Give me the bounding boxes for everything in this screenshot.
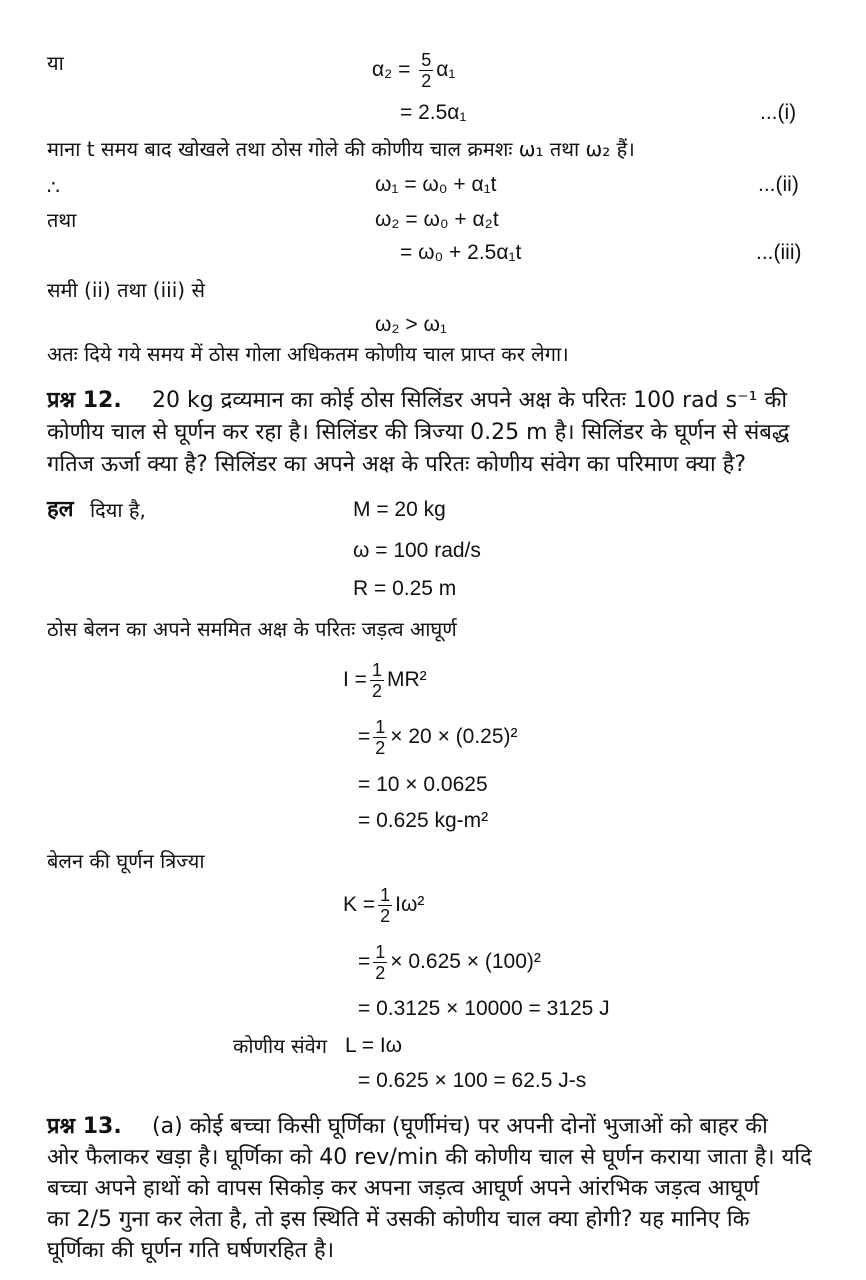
equation-comparison: ω₂ > ω₁ (375, 313, 447, 336)
equation-tag-ii: ...(ii) (758, 173, 799, 196)
equation-alpha2 (372, 50, 455, 91)
equation-tag-iii: ...(iii) (756, 241, 802, 264)
equation-rhs: × 0.625 × (100)² (390, 950, 541, 974)
fraction-denominator: 2 (421, 71, 432, 91)
fraction-numerator: 1 (375, 942, 386, 962)
equals-sign: = (358, 950, 371, 974)
fraction-numerator: 1 (371, 660, 382, 680)
fraction (373, 717, 387, 758)
text-moment-of-inertia: ठोस बेलन का अपने सममित अक्ष के परितः जड़त्व आघूर्ण (47, 617, 457, 641)
equation-alpha2-value: = 2.5α₁ (400, 101, 467, 124)
equation-inertia-step: = 10 × 0.0625 (358, 773, 488, 796)
question-12-line-2: कोणीय चाल से घूर्णन कर रहा है। सिलिंडर की त्रिज्या 0.25 m है। सिलिंडर के घूर्णन से संबद्ध (47, 420, 790, 445)
fraction-denominator: 2 (380, 906, 391, 926)
equation-lhs: α₂ = (372, 58, 417, 82)
question-13-line-1: (a) कोई बच्चा किसी घूर्णिका (घूर्णीमंच) पर अपनी दोनों भुजाओं को बाहर की (152, 1114, 768, 1139)
question-13-line-5: घूर्णिका की घूर्णन गति घर्षणरहित है। (47, 1238, 335, 1263)
equation-omega2: ω₂ = ω₀ + α₂t (375, 208, 499, 231)
text-ya: या (47, 51, 64, 75)
equation-omega2-value: = ω₀ + 2.5α₁t (400, 241, 522, 264)
fraction-numerator: 1 (375, 717, 386, 737)
fraction (378, 885, 392, 926)
text-angular-speed-line: माना t समय बाद खोखले तथा ठोस गोले की कोणीय चाल क्रमशः ω₁ तथा ω₂ हैं। (47, 137, 635, 161)
equation-angular-momentum: L = Iω (345, 1034, 403, 1057)
equation-inertia-result: = 0.625 kg-m² (358, 809, 489, 832)
text-conclusion: अतः दिये गये समय में ठोस गोला अधिकतम कोणीय चाल प्राप्त कर लेगा। (47, 342, 569, 366)
given-mass: M = 20 kg (353, 498, 446, 521)
text-angular-momentum-label: कोणीय संवेग (233, 1034, 328, 1058)
fraction-numerator: 1 (380, 885, 391, 905)
equation-rhs: MR² (386, 668, 427, 692)
question-13-line-3: बच्चा अपने हाथों को वापस सिकोड़ कर अपना जड़त्व आघूर्ण अपने आंरभिक जड़त्व आघूर्ण (47, 1176, 760, 1201)
fraction-denominator: 2 (371, 681, 382, 701)
equation-kinetic-energy-substitution (358, 942, 541, 983)
solution-label: हल (47, 497, 74, 522)
equation-omega1: ω₁ = ω₀ + α₁t (375, 173, 497, 196)
question-13-line-4: का 2/5 गुना कर लेता है, तो इस स्थिति में उसकी कोणीय चाल क्या होगी? यह मानिए कि (47, 1207, 750, 1232)
equation-kinetic-energy (343, 885, 424, 926)
equation-inertia-substitution (358, 717, 518, 758)
equation-kinetic-energy-result: = 0.3125 × 10000 = 3125 J (358, 997, 610, 1020)
fraction (370, 660, 384, 701)
equation-rhs: α₁ (436, 58, 456, 82)
fraction-denominator: 2 (375, 738, 386, 758)
solution-given: दिया है, (90, 498, 146, 522)
question-13-line-2: ओर फैलाकर खड़ा है। घूर्णिका को 40 rev/min की कोणीय चाल से घूर्णन कराया जाता है। यदि (47, 1145, 812, 1170)
text-radius-of-gyration: बेलन की घूर्णन त्रिज्या (47, 849, 205, 873)
equation-lhs: I = (343, 668, 367, 692)
text-from-equations: समी (ii) तथा (iii) से (47, 278, 205, 302)
equation-tag-i: ...(i) (760, 101, 797, 124)
fraction (373, 942, 387, 983)
question-12-line-3: गतिज ऊर्जा क्या है? सिलिंडर का अपने अक्ष के परितः कोणीय संवेग का परिमाण क्या है? (47, 452, 747, 477)
equals-sign: = (358, 725, 371, 749)
given-radius: R = 0.25 m (353, 577, 457, 600)
text-tatha: तथा (47, 208, 77, 232)
given-omega: ω = 100 rad/s (353, 539, 481, 562)
text-therefore: ∴ (47, 175, 60, 199)
question-13-label: प्रश्न 13. (47, 1114, 122, 1139)
equation-rhs: × 20 × (0.25)² (390, 725, 518, 749)
equation-inertia (343, 660, 427, 701)
fraction-denominator: 2 (375, 963, 386, 983)
question-12-line-1: 20 kg द्रव्यमान का कोई ठोस सिलिंडर अपने अक्ष के परितः 100 rad s⁻¹ की (152, 388, 788, 413)
fraction-numerator: 5 (421, 50, 432, 70)
equation-rhs: Iω² (395, 893, 425, 917)
question-12-label: प्रश्न 12. (47, 388, 122, 413)
fraction (419, 50, 433, 91)
equation-angular-momentum-result: = 0.625 × 100 = 62.5 J-s (358, 1069, 587, 1092)
equation-lhs: K = (343, 893, 376, 917)
